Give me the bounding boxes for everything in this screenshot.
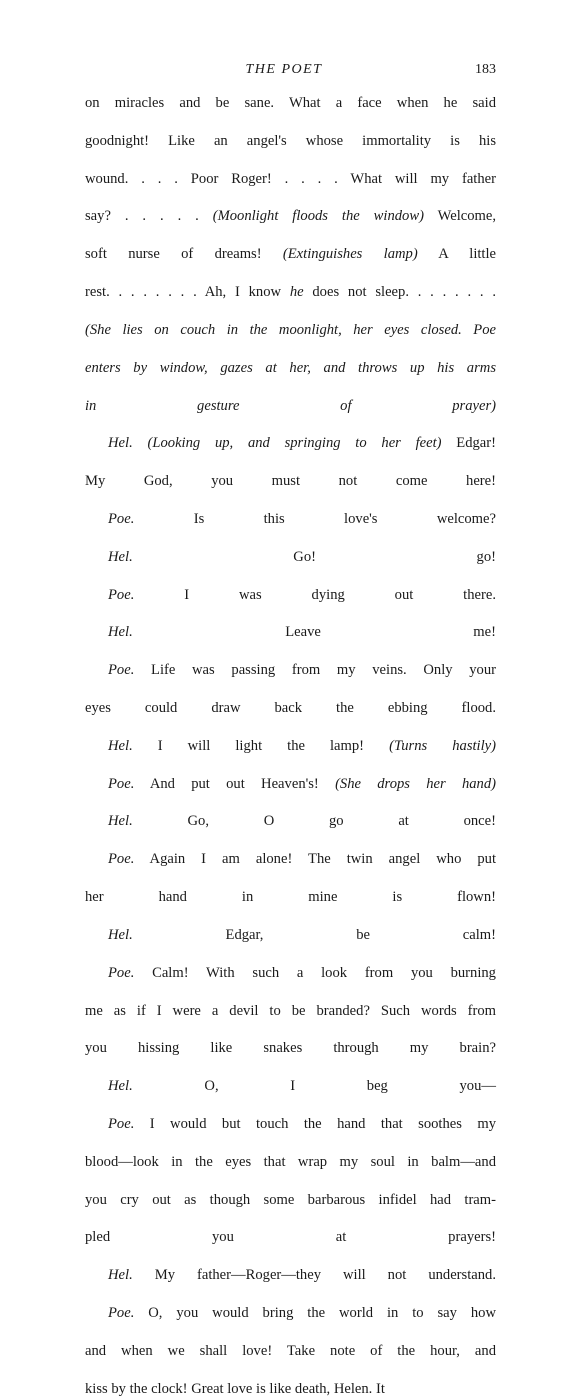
speech-text: I will light the lamp! <box>157 737 365 754</box>
speaker-name: Hel. <box>108 1078 133 1095</box>
text-line: pled you at prayers! <box>85 1229 496 1246</box>
speaker-name: Poe. <box>108 662 135 679</box>
speaker-name: Hel. <box>108 926 133 943</box>
speech-text: Edgar, be calm! <box>225 926 497 943</box>
body-text <box>85 94 496 1399</box>
speaker-name: Hel. <box>108 548 133 565</box>
text-line: me as if I were a devil to be branded? Such words from <box>85 1002 496 1019</box>
speaker-name: Poe. <box>108 510 135 527</box>
stage-direction: (Turns hastily) <box>389 737 496 754</box>
dialogue-line <box>85 1304 496 1342</box>
dialogue-line <box>85 661 496 699</box>
text-line: blood—look in the eyes that wrap my soul in balm—and <box>85 1153 496 1170</box>
dialogue-line <box>85 623 496 661</box>
speaker-name: Hel. <box>108 1267 133 1284</box>
text-line: and when we shall love! Take note of the hour, and <box>85 1342 496 1359</box>
dialogue-line <box>85 812 496 850</box>
text-line <box>85 207 496 245</box>
dialogue-line <box>85 1115 496 1153</box>
text-line: eyes could draw back the ebbing flood. <box>85 700 496 716</box>
line-segment: does not sleep. . . . . . . . <box>312 284 496 301</box>
text-line <box>85 283 496 321</box>
speaker-name: Hel. <box>108 624 133 641</box>
dialogue-line <box>85 850 496 888</box>
dialogue-line <box>85 775 496 813</box>
speech-text: Calm! With such a look from you burning <box>152 964 496 981</box>
stage-direction: (She drops her hand) <box>335 775 497 792</box>
stage-direction: (Looking up, and springing to her feet) <box>147 435 442 452</box>
speaker-name: Hel. <box>108 813 133 830</box>
speaker-name: Poe. <box>108 586 135 603</box>
speech-text: Go, O go at once! <box>187 813 496 830</box>
text-line: you cry out as though some barbarous infidel had tram- <box>85 1191 496 1208</box>
speech-text: Again I am alone! The twin angel who put <box>149 851 496 868</box>
speech-text: O, I beg you— <box>204 1078 496 1095</box>
speech-text: Life was passing from my veins. Only your <box>151 662 496 679</box>
stage-direction: (She lies on couch in the moonlight, her eyes closed. Poe <box>85 321 496 338</box>
dialogue-line <box>85 1266 496 1304</box>
speech-text: O, you would bring the world in to say how <box>148 1305 496 1321</box>
dialogue-line <box>85 964 496 1002</box>
dialogue-line <box>85 548 496 586</box>
speech-text: My father—Roger—they will not understand. <box>154 1267 497 1284</box>
text-line: My God, you must not come here! <box>85 473 496 490</box>
text-line: kiss by the clock! Great love is like death, Helen. It <box>85 1380 385 1397</box>
stage-direction-line <box>85 397 496 435</box>
line-segment: say? . . . . . <box>85 208 199 225</box>
speech-text: I would but touch the hand that soothes my <box>149 1115 496 1132</box>
text-line: wound. . . . Poor Roger! . . . . What will my father <box>85 170 496 187</box>
dialogue-line <box>85 1077 496 1115</box>
stage-direction: (Moonlight floods the window) <box>212 208 424 225</box>
speaker-name: Poe. <box>108 1305 135 1321</box>
page-number: 183 <box>475 62 496 77</box>
speaker-name: Hel. <box>108 435 133 452</box>
speaker-name: Hel. <box>108 737 133 754</box>
speech-text: I was dying out there. <box>184 586 497 603</box>
speech-text: Edgar! <box>456 435 497 452</box>
line-segment: A little <box>438 246 497 263</box>
stage-direction: in gesture of prayer) <box>85 397 496 414</box>
running-title: THE POET <box>245 62 323 77</box>
stage-direction: enters by window, gazes at her, and throws up his arms <box>85 359 496 376</box>
speech-text: Leave me! <box>285 624 496 641</box>
speaker-name: Poe. <box>108 964 135 981</box>
speech-text: Is this love's welcome? <box>193 510 496 527</box>
line-segment: soft nurse of dreams! <box>85 246 262 263</box>
speaker-name: Poe. <box>108 1115 135 1132</box>
stage-direction: (Extinguishes lamp) <box>282 246 418 263</box>
text-line: her hand in mine is flown! <box>85 889 496 906</box>
text-line: on miracles and be sane. What a face when he said <box>85 95 496 111</box>
stage-direction-line <box>85 321 496 359</box>
text-line <box>85 245 496 283</box>
dialogue-line <box>85 510 496 548</box>
dialogue-line <box>85 434 496 472</box>
dialogue-line <box>85 737 496 775</box>
speaker-name: Poe. <box>108 775 135 792</box>
line-segment: rest. . . . . . . . Ah, I know <box>85 284 282 301</box>
speaker-name: Poe. <box>108 851 135 868</box>
text-line: you hissing like snakes through my brain? <box>85 1040 496 1057</box>
line-segment: Welcome, <box>437 208 496 225</box>
speech-text: Go! go! <box>293 548 496 565</box>
speech-text: And put out Heaven's! <box>149 775 319 792</box>
dialogue-line <box>85 586 496 624</box>
dialogue-line <box>85 926 496 964</box>
stage-direction-line <box>85 359 496 397</box>
text-line: goodnight! Like an angel's whose immortality is his <box>85 132 496 149</box>
emphasis: he <box>289 284 304 301</box>
